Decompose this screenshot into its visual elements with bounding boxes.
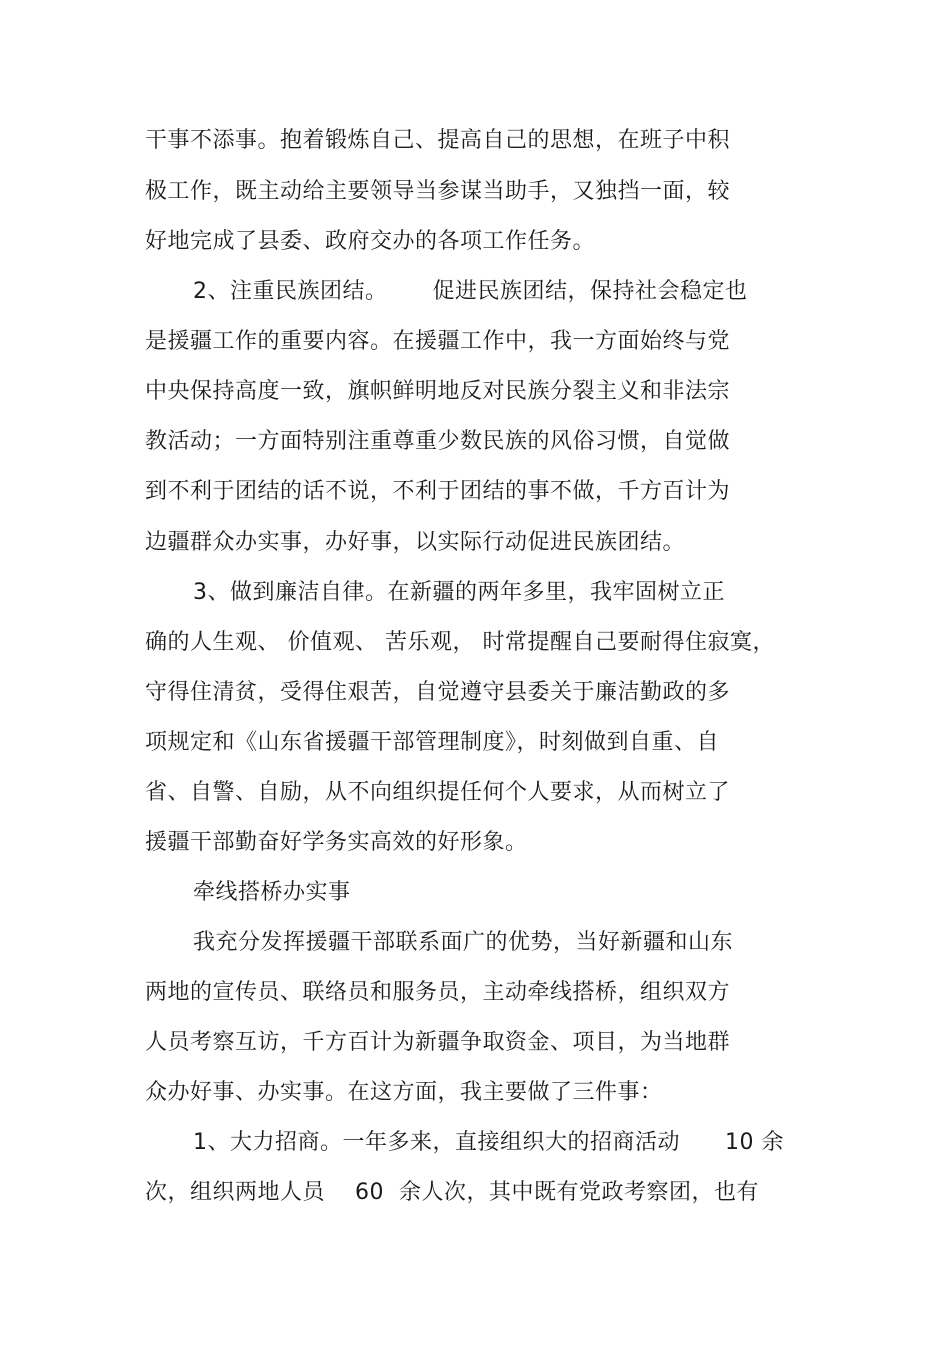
text-line: 次，组织两地人员 60 余人次，其中既有党政考察团，也有 [145, 1180, 759, 1205]
text-line: 边疆群众办实事，办好事，以实际行动促进民族团结。 [145, 530, 686, 555]
text-line: 确的人生观、 价值观、 苦乐观， 时常提醒自己要耐得住寂寞， [145, 630, 775, 655]
text-line: 干事不添事。抱着锻炼自己、提高自己的思想，在班子中积 [145, 128, 731, 153]
text-line: 中央保持高度一致，旗帜鲜明地反对民族分裂主义和非法宗 [145, 379, 731, 404]
text-line: 众办好事、办实事。在这方面，我主要做了三件事： [145, 1080, 663, 1105]
text-line: 援疆干部勤奋好学务实高效的好形象。 [145, 830, 528, 855]
text-line: 极工作，既主动给主要领导当参谋当助手，又独挡一面，较 [145, 179, 731, 204]
text-line: 到不利于团结的话不说，不利于团结的事不做，千方百计为 [145, 479, 731, 504]
text-line: 3、做到廉洁自律。在新疆的两年多里，我牢固树立正 [193, 580, 725, 605]
text-line: 守得住清贫，受得住艰苦，自觉遵守县委关于廉洁勤政的多 [145, 680, 731, 705]
text-line: 两地的宣传员、联络员和服务员，主动牵线搭桥，组织双方 [145, 980, 731, 1005]
text-line: 我充分发挥援疆干部联系面广的优势，当好新疆和山东 [193, 930, 734, 955]
text-line: 项规定和《山东省援疆干部管理制度》，时刻做到自重、自 [145, 730, 720, 755]
text-line: 人员考察互访，千方百计为新疆争取资金、项目，为当地群 [145, 1030, 731, 1055]
text-line: 1、大力招商。一年多来，直接组织大的招商活动 10 余 [193, 1130, 784, 1155]
text-line: 教活动；一方面特别注重尊重少数民族的风俗习惯，自觉做 [145, 429, 731, 454]
text-line: 省、自警、自励，从不向组织提任何个人要求，从而树立了 [145, 780, 731, 805]
text-line: 好地完成了县委、政府交办的各项工作任务。 [145, 229, 596, 254]
text-line: 是援疆工作的重要内容。在援疆工作中，我一方面始终与党 [145, 329, 731, 354]
text-line: 2、注重民族团结。 促进民族团结，保持社会稳定也 [193, 279, 748, 304]
section-heading: 牵线搭桥办实事 [193, 880, 351, 905]
